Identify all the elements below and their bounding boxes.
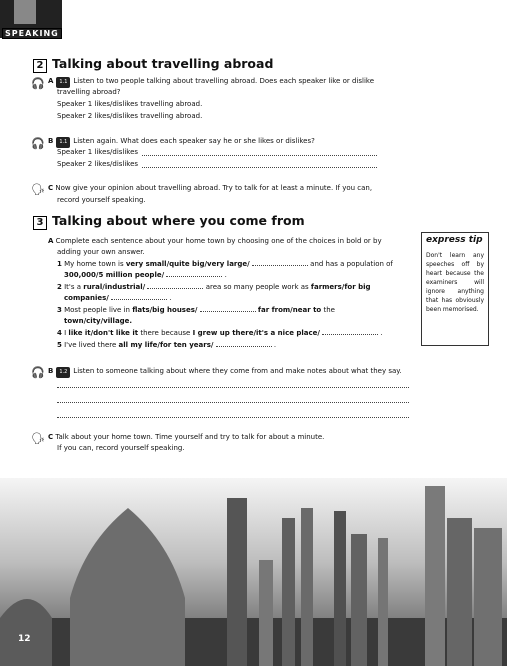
s3-partA-instr1: Complete each sentence about your home town by choosing one of the choices in bold or by <box>55 237 382 245</box>
s3-item-3-cont <box>64 316 132 327</box>
s2-partC-line1 <box>48 183 372 194</box>
headphones-icon: 🎧 <box>31 366 45 379</box>
s3-partB-label: B <box>48 367 54 375</box>
section-3-title <box>33 213 305 230</box>
item-choices: far from/near to <box>257 306 322 314</box>
s3-item-2 <box>57 282 371 293</box>
headphones-icon: 🎧 <box>31 77 45 90</box>
answer-line[interactable] <box>142 155 377 156</box>
s3-partC-line1 <box>48 432 324 443</box>
express-tip-title: express tip <box>426 235 483 245</box>
item-number: 4 <box>57 329 62 337</box>
answer-blank[interactable] <box>200 311 256 312</box>
s2-partA-label: A <box>48 77 54 85</box>
s3-partB-line <box>48 366 402 378</box>
item-choices: like it/don't like it <box>68 329 139 337</box>
s2-partA-instr1: Listen to two people talking about travelling abroad. Does each speaker like or dislike <box>73 77 374 85</box>
s2-partB-speaker2: Speaker 2 likes/dislikes <box>57 160 139 168</box>
item-text: I <box>64 329 67 337</box>
s3-item-5: 5 I've lived there all my life/for ten years/ . <box>57 341 277 349</box>
item-text: It's a <box>64 283 82 291</box>
answer-blank[interactable] <box>147 288 203 289</box>
s3-item-4: 4 I like it/don't like it there because I grew up there/it's a nice place/ . <box>57 329 383 337</box>
express-tip-box <box>421 232 489 346</box>
answer-blank[interactable] <box>111 299 167 300</box>
answer-blank[interactable] <box>166 276 222 277</box>
item-choices: I grew up there/it's a nice place/ <box>192 329 320 337</box>
item-choices: flats/big houses/ <box>132 306 198 314</box>
audio-track-badge: 1.2 <box>56 367 70 378</box>
answer-blank[interactable] <box>322 334 378 335</box>
item-choices: all my life/for ten years/ <box>118 341 214 349</box>
item-text: area so many people work as <box>205 283 309 291</box>
skyline-illustration <box>0 478 507 666</box>
speaking-icon: 🗣 <box>31 183 45 196</box>
item-choices: companies/ <box>64 294 109 302</box>
audio-track-badge: 1.1 <box>56 137 70 148</box>
s3-partC-label: C <box>48 433 54 441</box>
s3-item-1 <box>57 259 393 270</box>
audio-track-badge: 1.1 <box>56 77 70 88</box>
s2-partC-text1: Now give your opinion about travelling abroad. Try to talk for at least a minute. If you can, <box>55 184 373 192</box>
notes-line[interactable] <box>57 402 409 403</box>
item-text: there because <box>140 329 191 337</box>
item-text: and has a population of <box>310 260 393 268</box>
item-number: 5 <box>57 341 62 349</box>
city-skyline-photo <box>0 478 507 666</box>
s3-partC-text1: Talk about your home town. Time yourself and try to talk for about a minute. <box>55 433 325 441</box>
speaking-icon: 🗣 <box>31 432 45 445</box>
s3-partA-instr2: adding your own answer. <box>57 248 145 256</box>
answer-line[interactable] <box>142 167 377 168</box>
item-number: 3 <box>57 306 62 314</box>
s2-partC-text2: record yourself speaking. <box>57 196 146 204</box>
s2-partA-instr2: travelling abroad? <box>57 88 121 96</box>
item-choices: rural/industrial/ <box>83 283 146 291</box>
s3-partC-text2: If you can, record yourself speaking. <box>57 444 185 452</box>
notes-line[interactable] <box>57 387 409 388</box>
s2-partA-speaker1: Speaker 1 likes/dislikes travelling abroad. <box>57 100 203 108</box>
section-2-number: 2 <box>33 59 47 73</box>
section-2-heading: Talking about travelling abroad <box>52 56 274 71</box>
express-tip-text: Don't learn any speeches off by heart because the examiners will ignore anything that has obviously been memorised. <box>426 252 484 313</box>
item-choices: 300,000/5 million people/ <box>64 271 165 279</box>
s2-partC-label: C <box>48 184 54 192</box>
item-text: Most people live in <box>64 306 130 314</box>
s3-item-3 <box>57 305 335 316</box>
item-text: the <box>323 306 335 314</box>
s2-partA-speaker2: Speaker 2 likes/dislikes travelling abroad. <box>57 112 203 120</box>
section-3-heading: Talking about where you come from <box>52 213 305 228</box>
s3-partA-line1 <box>48 236 382 247</box>
item-choices: town/city/village. <box>64 317 133 325</box>
section-2-title <box>33 56 273 73</box>
s2-partB-label: B <box>48 137 54 145</box>
s3-item-1-cont: 300,000/5 million people/ . <box>64 271 227 279</box>
answer-blank[interactable] <box>216 346 272 347</box>
headphones-icon: 🎧 <box>31 137 45 150</box>
notes-line[interactable] <box>57 417 409 418</box>
item-number: 1 <box>57 260 62 268</box>
item-number: 2 <box>57 283 62 291</box>
item-text: I've lived there <box>64 341 117 349</box>
section-label: SPEAKING <box>2 28 62 39</box>
unit-number-block <box>14 0 36 24</box>
s2-partB-speaker1: Speaker 1 likes/dislikes <box>57 148 139 156</box>
page-number: 12 <box>18 634 31 644</box>
s2-partB-instr: Listen again. What does each speaker say he or she likes or dislikes? <box>73 137 315 145</box>
item-choices: very small/quite big/very large/ <box>125 260 250 268</box>
answer-blank[interactable] <box>252 265 308 266</box>
s3-partA-label: A <box>48 237 54 245</box>
item-text: My home town is <box>64 260 124 268</box>
section-3-number: 3 <box>33 216 47 230</box>
s3-partB-instr: Listen to someone talking about where they come from and make notes about what they say. <box>73 367 402 375</box>
item-choices: farmers/for big <box>310 283 371 291</box>
s3-item-2-cont: companies/ . <box>64 294 172 302</box>
